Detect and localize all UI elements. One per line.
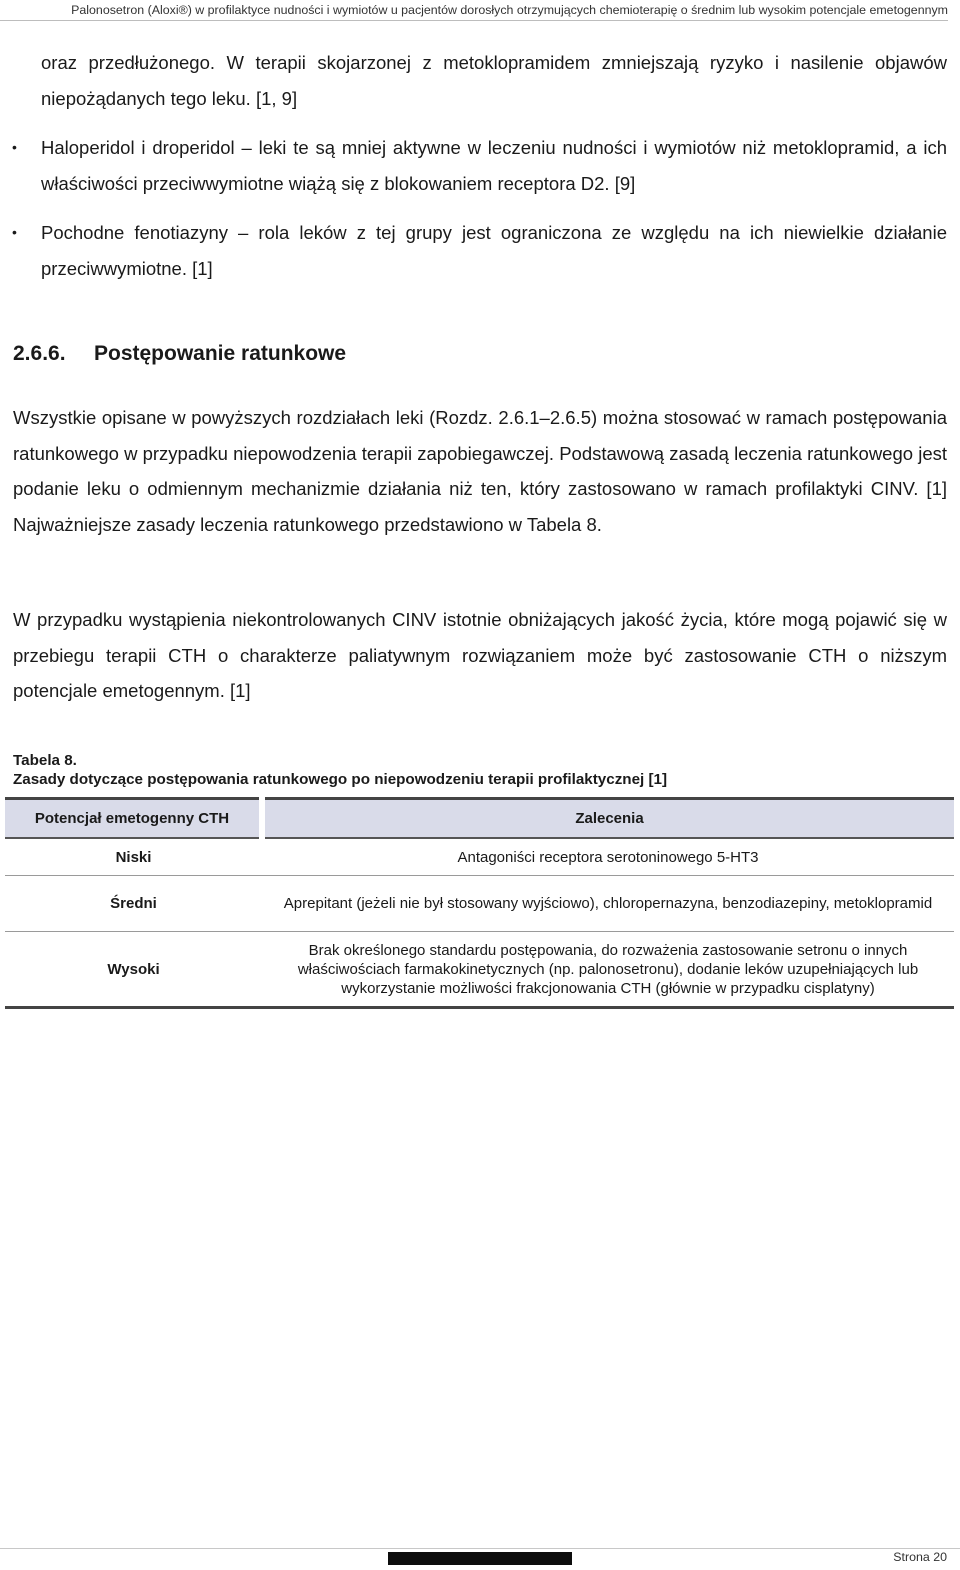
- cell-recommendation: Brak określonego standardu postępowania, do rozważenia zastosowanie setronu o innych właściwościach farmakokinetycznych (np. palonosetronu), dodanie leków uzupełniających lub wykorzystanie możliwości frakcjonowania CTH (głównie w przypadku cisplatyny): [262, 932, 954, 1008]
- rescue-table: [5, 797, 954, 1009]
- cell-level: Wysoki: [5, 932, 262, 1008]
- section-number: 2.6.6.: [13, 342, 66, 365]
- cell-level: Średni: [5, 876, 262, 932]
- footer-rule: [0, 1548, 960, 1549]
- table-header-row: [5, 799, 954, 839]
- page-number: Strona 20: [893, 1550, 947, 1564]
- section-title: Postępowanie ratunkowe: [94, 342, 347, 365]
- continued-paragraph: oraz przedłużonego. W terapii skojarzonej z metoklopramidem zmniejszają ryzyko i nasilenie objawów niepożądanych tego leku. [1, 9]: [41, 52, 947, 109]
- header-emetogenic-potential: Potencjał emetogenny CTH: [5, 799, 262, 839]
- header-recommendations: Zalecenia: [262, 799, 954, 839]
- bullet-fenotiazyny: Pochodne fenotiazyny – rola leków z tej grupy jest ograniczona ze względu na ich niewielkie działanie przeciwwymiotne. [1]: [41, 222, 947, 279]
- table-caption: [13, 751, 667, 789]
- cell-level: Niski: [5, 838, 262, 876]
- bullet-icon: •: [12, 139, 17, 155]
- footer-bar: [388, 1552, 572, 1565]
- cell-recommendation: Aprepitant (jeżeli nie był stosowany wyjściowo), chloropernazyna, benzodiazepiny, metoklopramid: [262, 876, 954, 932]
- table-title: Zasady dotyczące postępowania ratunkowego po niepowodzeniu terapii profilaktycznej [1]: [13, 771, 668, 788]
- running-header: Palonosetron (Aloxi®) w profilaktyce nudności i wymiotów u pacjentów dorosłych otrzymujących chemioterapię o średnim lub wysokim potencjale emetogennym: [0, 3, 948, 21]
- section-paragraph-2: W przypadku wystąpienia niekontrolowanych CINV istotnie obniżających jakość życia, które mogą pojawić się w przebiegu terapii CTH o charakterze paliatywnym rozwiązaniem może być zastosowanie CTH o niższym potencjale emetogennym. [1]: [13, 609, 947, 701]
- section-heading: [13, 337, 346, 371]
- table-row: [5, 876, 954, 932]
- bullet-haloperidol: Haloperidol i droperidol – leki te są mniej aktywne w leczeniu nudności i wymiotów niż metoklopramid, a ich właściwości przeciwwymiotne wiążą się z blokowaniem receptora D2. [9]: [41, 137, 947, 194]
- table-row: [5, 932, 954, 1008]
- section-paragraph-1: Wszystkie opisane w powyższych rozdziałach leki (Rozdz. 2.6.1–2.6.5) można stosować w ramach postępowania ratunkowego w przypadku niepowodzenia terapii zapobiegawczej. Podstawową zasadą leczenia ratunkowego jest podanie leku o odmiennym mechanizmie działania niż ten, który zastosowano w ramach profilaktyki CINV. [1] Najważniejsze zasady leczenia ratunkowego przedstawiono w Tabela 8.: [13, 407, 947, 535]
- bullet-icon: •: [12, 224, 17, 240]
- table-row: [5, 838, 954, 876]
- table-label: Tabela 8.: [13, 752, 77, 769]
- cell-recommendation: Antagoniści receptora serotoninowego 5-HT3: [262, 838, 954, 876]
